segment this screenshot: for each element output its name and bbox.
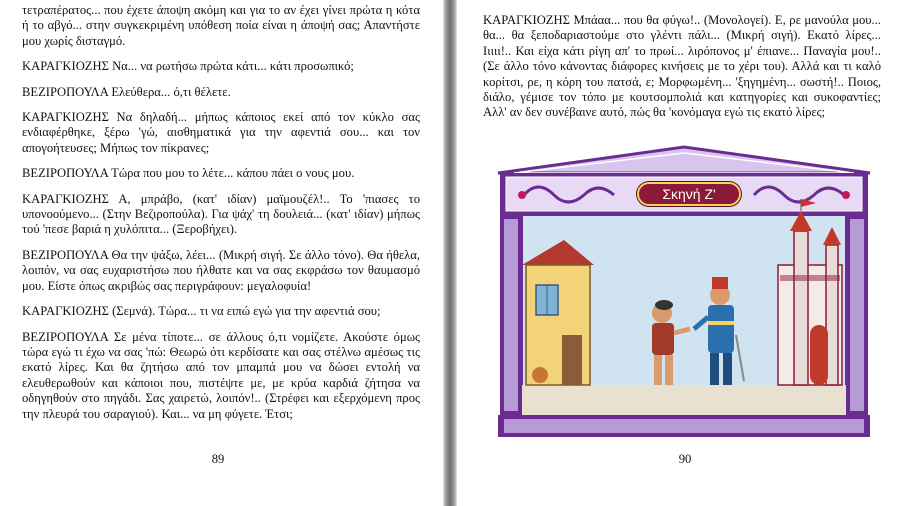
shadow-theatre-illustration bbox=[494, 145, 874, 440]
paragraph: ΚΑΡΑΓΚΙΟΖΗΣ Α, μπράβο, (κατ' ιδίαν) μαϊμουζέλ!.. Το 'πιασες το υπονοούμενο... (Στην Βεζιροπούλα). Για ψάχ' τη δουλειά... (κατ' ιδίαν) μήπως τού 'πεσε βαριά η χυλόπιτα... (Ξεροβήχει). bbox=[22, 191, 420, 237]
paragraph: ΒΕΖΙΡΟΠΟΥΛΑ Θα την ψάξω, λέει... (Μικρή σιγή. Σε άλλο τόνο). Θα ήθελα, λοιπόν, να σας ευχαριστήσω που ήλθατε και να σας εκφράσω τον θαυμασμό μου. Είστε όπως ακριβώς σας περιγράφουν: μεγαλοφυία! bbox=[22, 247, 420, 293]
paragraph: ΒΕΖΙΡΟΠΟΥΛΑ Τώρα που μου το λέτε... κάπου πάει ο νους μου. bbox=[22, 166, 355, 181]
paragraph: ΚΑΡΑΓΚΙΟΖΗΣ Να... να ρωτήσω πρώτα κάτι... κάτι προσωπικό; bbox=[22, 59, 354, 74]
page-number: 89 bbox=[211, 452, 225, 466]
page-number: 90 bbox=[678, 452, 692, 466]
book-gutter bbox=[443, 0, 457, 506]
paragraph: ΚΑΡΑΓΚΙΟΖΗΣ Μπάαα... που θα φύγω!.. (Μονολογεί). Ε, ρε μανούλα μου... θα... θα ξεποδαριαστούμε στο γλέντι πάλι... (Μικρή σιγή). Εκατό λίρες... Ιιιιι!.. Και είχα κάτι ρίγη απ' το πρωί... λιρόπονος μ' έπιανε... Παναγία μου!.. (Σε άλλο τόνο κάνοντας διάφορες κινήσεις με το χέρι του). Αλλά και τι καλό κορίτσι, ρε, η κόρη του πατσά, ε; Μορφωμένη... 'ξηγημένη... σωστή!.. Ποιος, διάλο, γέμισε τον τόπο με κουτσομπολιά και κατηγορίες και συκοφαντίες; Αλλ' αν δεν συνέβαινε αυτό, πώς θα 'κονόμαγα εγώ τις εκατό λίρες; bbox=[483, 13, 881, 120]
right-page bbox=[457, 0, 901, 506]
right-page-text bbox=[483, 13, 881, 131]
left-page-text bbox=[22, 3, 420, 432]
paragraph: ΚΑΡΑΓΚΙΟΖΗΣ Να δηλαδή... μήπως κάποιος εκεί από τον κύκλο σας ενδιαφέρθηκε, ξέρω 'γώ, αισθηματικά για την αφεντιά σου... και τον απογοήτευσες; Μήπως τον πίκρανες; bbox=[22, 110, 420, 155]
paragraph: τετραπέρατος... που έχετε άποψη ακόμη και για το αν έχει γίνει πρώτα η κότα ή το αβγό... στην συγκεκριμένη υπόθεση ποία είναι η άποψή σας; Απαντήστε μου χωρίς δισταγμό. bbox=[22, 3, 420, 48]
paragraph: ΒΕΖΙΡΟΠΟΥΛΑ Ελεύθερα... ό,τι θέλετε. bbox=[22, 84, 231, 99]
paragraph: ΒΕΖΙΡΟΠΟΥΛΑ Σε μένα τίποτε... σε άλλους ό,τι νομίζετε. Ακούστε όμως τώρα εγώ τι έχω να σας 'πώ: Θεωρώ ότι κερδίσατε και σας στέλνω αμέσως τις εκατό λίρες. Και θα ζητήσω από τον μπαμπά μου να δώσει εντολή να ελευθερωθούν και κάποιοι που, πιστέψτε με, με κρύα καρδιά ζήτησα να οδηγηθούν στο πηγάδι. Σας χαιρετώ, λοιπόν!.. (Στρέφει και εξερχόμενη προς την πλευρά του σαραγιού). Και... να μη φύγετε. Έτσι; bbox=[22, 329, 420, 421]
left-page bbox=[0, 0, 443, 506]
paragraph: ΚΑΡΑΓΚΙΟΖΗΣ (Σεμνά). Τώρα... τι να ειπώ εγώ για την αφεντιά σου; bbox=[22, 304, 381, 319]
scene-label: Σκηνή Ζ' bbox=[637, 182, 741, 206]
